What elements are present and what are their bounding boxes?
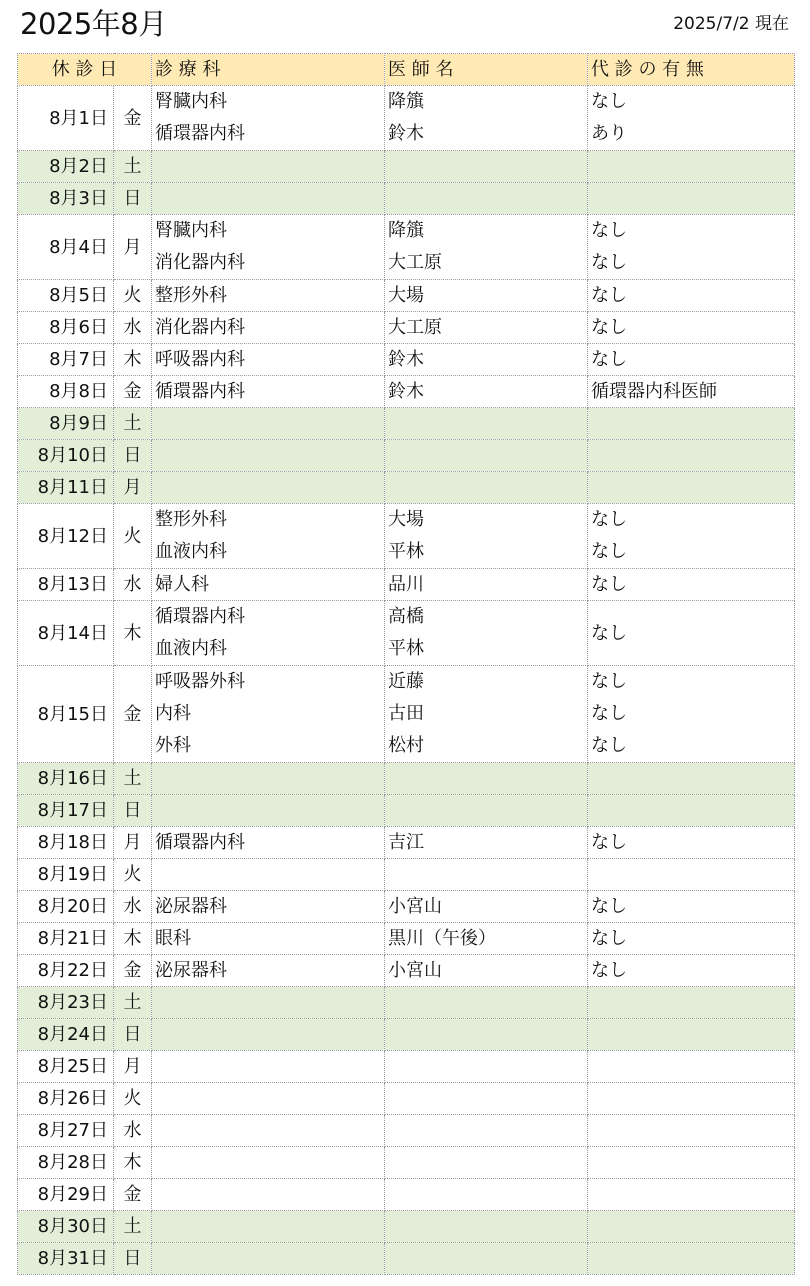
weekday-cell: 木	[114, 344, 152, 376]
table-row	[18, 1179, 795, 1211]
weekday-cell: 金	[114, 1179, 152, 1211]
dept-line: 腎臓内科	[155, 91, 228, 112]
date-cell: 8月19日	[18, 859, 114, 891]
doctor-cell	[385, 601, 588, 666]
weekday-cell: 火	[114, 280, 152, 312]
substitute-line: なし	[591, 252, 628, 273]
doctor-cell	[385, 86, 588, 151]
substitute-cell: なし	[588, 344, 795, 376]
weekday-cell: 日	[114, 183, 152, 215]
dept-cell	[152, 86, 385, 151]
doctor-cell	[385, 183, 588, 215]
table-row	[18, 859, 795, 891]
substitute-cell	[588, 472, 795, 504]
date-cell: 8月27日	[18, 1115, 114, 1147]
table-row	[18, 376, 795, 408]
table-row	[18, 891, 795, 923]
table-row	[18, 151, 795, 183]
substitute-cell: 循環器内科医師	[588, 376, 795, 408]
table-row	[18, 987, 795, 1019]
doctor-line: 近藤	[388, 671, 425, 692]
weekday-cell: 火	[114, 859, 152, 891]
date-cell: 8月14日	[18, 601, 114, 666]
weekday-cell: 土	[114, 763, 152, 795]
substitute-cell	[588, 859, 795, 891]
date-cell: 8月8日	[18, 376, 114, 408]
date-cell: 8月30日	[18, 1211, 114, 1243]
doctor-line: 松村	[388, 735, 425, 756]
dept-cell	[152, 183, 385, 215]
dept-line: 内科	[155, 703, 192, 724]
header-substitute: 代 診 の 有 無	[588, 54, 795, 86]
doctor-cell: 大工原	[385, 312, 588, 344]
doctor-line: 降籏	[388, 220, 425, 241]
substitute-line: なし	[591, 220, 628, 241]
substitute-line: なし	[591, 703, 628, 724]
table-row	[18, 440, 795, 472]
table-row	[18, 1115, 795, 1147]
dept-cell	[152, 795, 385, 827]
dept-cell	[152, 1211, 385, 1243]
substitute-cell	[588, 1083, 795, 1115]
dept-line: 循環器内科	[155, 123, 246, 144]
substitute-line: あり	[591, 123, 628, 144]
weekday-cell: 金	[114, 666, 152, 763]
dept-cell: 泌尿器科	[152, 891, 385, 923]
as-of-date: 2025/7/2 現在	[673, 14, 789, 34]
weekday-cell: 土	[114, 1211, 152, 1243]
weekday-cell: 月	[114, 827, 152, 859]
dept-line: 循環器内科	[155, 606, 246, 627]
table-row	[18, 86, 795, 151]
dept-cell	[152, 151, 385, 183]
dept-cell: 泌尿器科	[152, 955, 385, 987]
weekday-cell: 日	[114, 440, 152, 472]
dept-cell	[152, 1115, 385, 1147]
dept-cell: 整形外科	[152, 280, 385, 312]
substitute-cell	[588, 1243, 795, 1275]
substitute-cell: なし	[588, 601, 795, 666]
date-cell: 8月3日	[18, 183, 114, 215]
date-cell: 8月2日	[18, 151, 114, 183]
table-row	[18, 280, 795, 312]
dept-line: 血液内科	[155, 638, 228, 659]
table-body	[18, 86, 795, 1275]
doctor-cell	[385, 1051, 588, 1083]
doctor-cell: 大場	[385, 280, 588, 312]
dept-cell	[152, 1147, 385, 1179]
table-row	[18, 504, 795, 569]
date-cell: 8月1日	[18, 86, 114, 151]
weekday-cell: 木	[114, 601, 152, 666]
dept-cell: 循環器内科	[152, 827, 385, 859]
date-cell: 8月11日	[18, 472, 114, 504]
doctor-cell	[385, 795, 588, 827]
weekday-cell: 火	[114, 1083, 152, 1115]
date-cell: 8月20日	[18, 891, 114, 923]
substitute-cell	[588, 215, 795, 280]
date-cell: 8月16日	[18, 763, 114, 795]
dept-cell	[152, 408, 385, 440]
table-row	[18, 1211, 795, 1243]
substitute-cell	[588, 151, 795, 183]
weekday-cell: 金	[114, 376, 152, 408]
weekday-cell: 金	[114, 955, 152, 987]
substitute-cell	[588, 86, 795, 151]
dept-cell	[152, 763, 385, 795]
substitute-cell: なし	[588, 891, 795, 923]
substitute-cell	[588, 1147, 795, 1179]
doctor-line: 大工原	[388, 252, 443, 273]
header-date: 休 診 日	[18, 54, 152, 86]
date-cell: 8月28日	[18, 1147, 114, 1179]
doctor-cell: 小宮山	[385, 891, 588, 923]
weekday-cell: 水	[114, 312, 152, 344]
table-row	[18, 1083, 795, 1115]
doctor-line: 大場	[388, 509, 425, 530]
doctor-cell	[385, 859, 588, 891]
doctor-line: 降籏	[388, 91, 425, 112]
date-cell: 8月17日	[18, 795, 114, 827]
dept-cell	[152, 1243, 385, 1275]
dept-cell: 婦人科	[152, 569, 385, 601]
dept-cell: 眼科	[152, 923, 385, 955]
weekday-cell: 土	[114, 408, 152, 440]
dept-cell	[152, 1179, 385, 1211]
header-row	[18, 54, 795, 86]
doctor-cell	[385, 666, 588, 763]
date-cell: 8月31日	[18, 1243, 114, 1275]
table-row	[18, 601, 795, 666]
table-row	[18, 344, 795, 376]
date-cell: 8月25日	[18, 1051, 114, 1083]
table-row	[18, 1147, 795, 1179]
doctor-cell	[385, 987, 588, 1019]
doctor-cell	[385, 472, 588, 504]
table-row	[18, 795, 795, 827]
date-cell: 8月10日	[18, 440, 114, 472]
substitute-line: なし	[591, 541, 628, 562]
weekday-cell: 日	[114, 795, 152, 827]
dept-cell	[152, 472, 385, 504]
date-cell: 8月9日	[18, 408, 114, 440]
substitute-cell: なし	[588, 955, 795, 987]
doctor-cell: 黒川（午後）	[385, 923, 588, 955]
table-row	[18, 1019, 795, 1051]
date-cell: 8月4日	[18, 215, 114, 280]
substitute-cell	[588, 1019, 795, 1051]
substitute-cell: なし	[588, 312, 795, 344]
table-row	[18, 827, 795, 859]
substitute-line: なし	[591, 509, 628, 530]
weekday-cell: 水	[114, 1115, 152, 1147]
substitute-cell	[588, 1051, 795, 1083]
doctor-cell	[385, 1115, 588, 1147]
weekday-cell: 木	[114, 1147, 152, 1179]
weekday-cell: 日	[114, 1243, 152, 1275]
doctor-cell	[385, 1211, 588, 1243]
doctor-cell	[385, 1083, 588, 1115]
doctor-cell: 鈴木	[385, 344, 588, 376]
dept-cell	[152, 440, 385, 472]
table-row	[18, 666, 795, 763]
dept-cell: 呼吸器内科	[152, 344, 385, 376]
substitute-cell	[588, 408, 795, 440]
date-cell: 8月12日	[18, 504, 114, 569]
doctor-cell	[385, 504, 588, 569]
table-row	[18, 215, 795, 280]
dept-cell	[152, 987, 385, 1019]
dept-cell	[152, 1051, 385, 1083]
date-cell: 8月6日	[18, 312, 114, 344]
substitute-cell	[588, 795, 795, 827]
substitute-cell	[588, 1179, 795, 1211]
dept-cell: 循環器内科	[152, 376, 385, 408]
doctor-cell	[385, 408, 588, 440]
date-cell: 8月29日	[18, 1179, 114, 1211]
substitute-cell	[588, 763, 795, 795]
table-row	[18, 472, 795, 504]
dept-cell	[152, 859, 385, 891]
substitute-line: なし	[591, 91, 628, 112]
dept-cell: 消化器内科	[152, 312, 385, 344]
substitute-line: なし	[591, 671, 628, 692]
dept-cell	[152, 601, 385, 666]
doctor-line: 平林	[388, 638, 425, 659]
dept-cell	[152, 666, 385, 763]
dept-line: 血液内科	[155, 541, 228, 562]
substitute-cell	[588, 987, 795, 1019]
substitute-line: なし	[591, 735, 628, 756]
substitute-cell	[588, 440, 795, 472]
doctor-cell: 吉江	[385, 827, 588, 859]
dept-line: 消化器内科	[155, 252, 246, 273]
table-row	[18, 923, 795, 955]
doctor-cell	[385, 151, 588, 183]
dept-line: 整形外科	[155, 509, 228, 530]
weekday-cell: 火	[114, 504, 152, 569]
doctor-cell	[385, 1243, 588, 1275]
date-cell: 8月23日	[18, 987, 114, 1019]
dept-cell	[152, 1019, 385, 1051]
table-row	[18, 569, 795, 601]
substitute-cell: なし	[588, 569, 795, 601]
date-cell: 8月18日	[18, 827, 114, 859]
doctor-line: 平林	[388, 541, 425, 562]
date-cell: 8月24日	[18, 1019, 114, 1051]
weekday-cell: 月	[114, 1051, 152, 1083]
date-cell: 8月7日	[18, 344, 114, 376]
weekday-cell: 土	[114, 151, 152, 183]
table-row	[18, 1051, 795, 1083]
dept-line: 腎臓内科	[155, 220, 228, 241]
closure-table	[17, 53, 795, 1275]
page-title: 2025年8月	[20, 7, 167, 41]
table-row	[18, 1243, 795, 1275]
weekday-cell: 日	[114, 1019, 152, 1051]
dept-cell	[152, 1083, 385, 1115]
doctor-line: 鈴木	[388, 123, 425, 144]
doctor-cell	[385, 763, 588, 795]
weekday-cell: 水	[114, 891, 152, 923]
doctor-cell: 小宮山	[385, 955, 588, 987]
table-row	[18, 955, 795, 987]
table-row	[18, 183, 795, 215]
substitute-cell	[588, 1115, 795, 1147]
date-cell: 8月13日	[18, 569, 114, 601]
weekday-cell: 水	[114, 569, 152, 601]
dept-cell	[152, 215, 385, 280]
doctor-cell	[385, 215, 588, 280]
header-doctor: 医 師 名	[385, 54, 588, 86]
date-cell: 8月21日	[18, 923, 114, 955]
doctor-cell	[385, 1147, 588, 1179]
doctor-cell	[385, 1179, 588, 1211]
substitute-cell	[588, 504, 795, 569]
doctor-cell: 鈴木	[385, 376, 588, 408]
weekday-cell: 月	[114, 472, 152, 504]
substitute-cell	[588, 183, 795, 215]
doctor-line: 古田	[388, 703, 425, 724]
substitute-cell: なし	[588, 280, 795, 312]
doctor-line: 高橋	[388, 606, 425, 627]
table-row	[18, 763, 795, 795]
doctor-cell	[385, 1019, 588, 1051]
dept-cell	[152, 504, 385, 569]
doctor-cell	[385, 440, 588, 472]
date-cell: 8月22日	[18, 955, 114, 987]
dept-line: 呼吸器外科	[155, 671, 246, 692]
date-cell: 8月5日	[18, 280, 114, 312]
doctor-cell: 品川	[385, 569, 588, 601]
table-row	[18, 408, 795, 440]
weekday-cell: 月	[114, 215, 152, 280]
substitute-cell: なし	[588, 827, 795, 859]
weekday-cell: 土	[114, 987, 152, 1019]
header-dept: 診 療 科	[152, 54, 385, 86]
substitute-cell: なし	[588, 923, 795, 955]
substitute-cell	[588, 1211, 795, 1243]
weekday-cell: 金	[114, 86, 152, 151]
date-cell: 8月26日	[18, 1083, 114, 1115]
dept-line: 外科	[155, 735, 192, 756]
substitute-cell	[588, 666, 795, 763]
table-row	[18, 312, 795, 344]
date-cell: 8月15日	[18, 666, 114, 763]
weekday-cell: 木	[114, 923, 152, 955]
